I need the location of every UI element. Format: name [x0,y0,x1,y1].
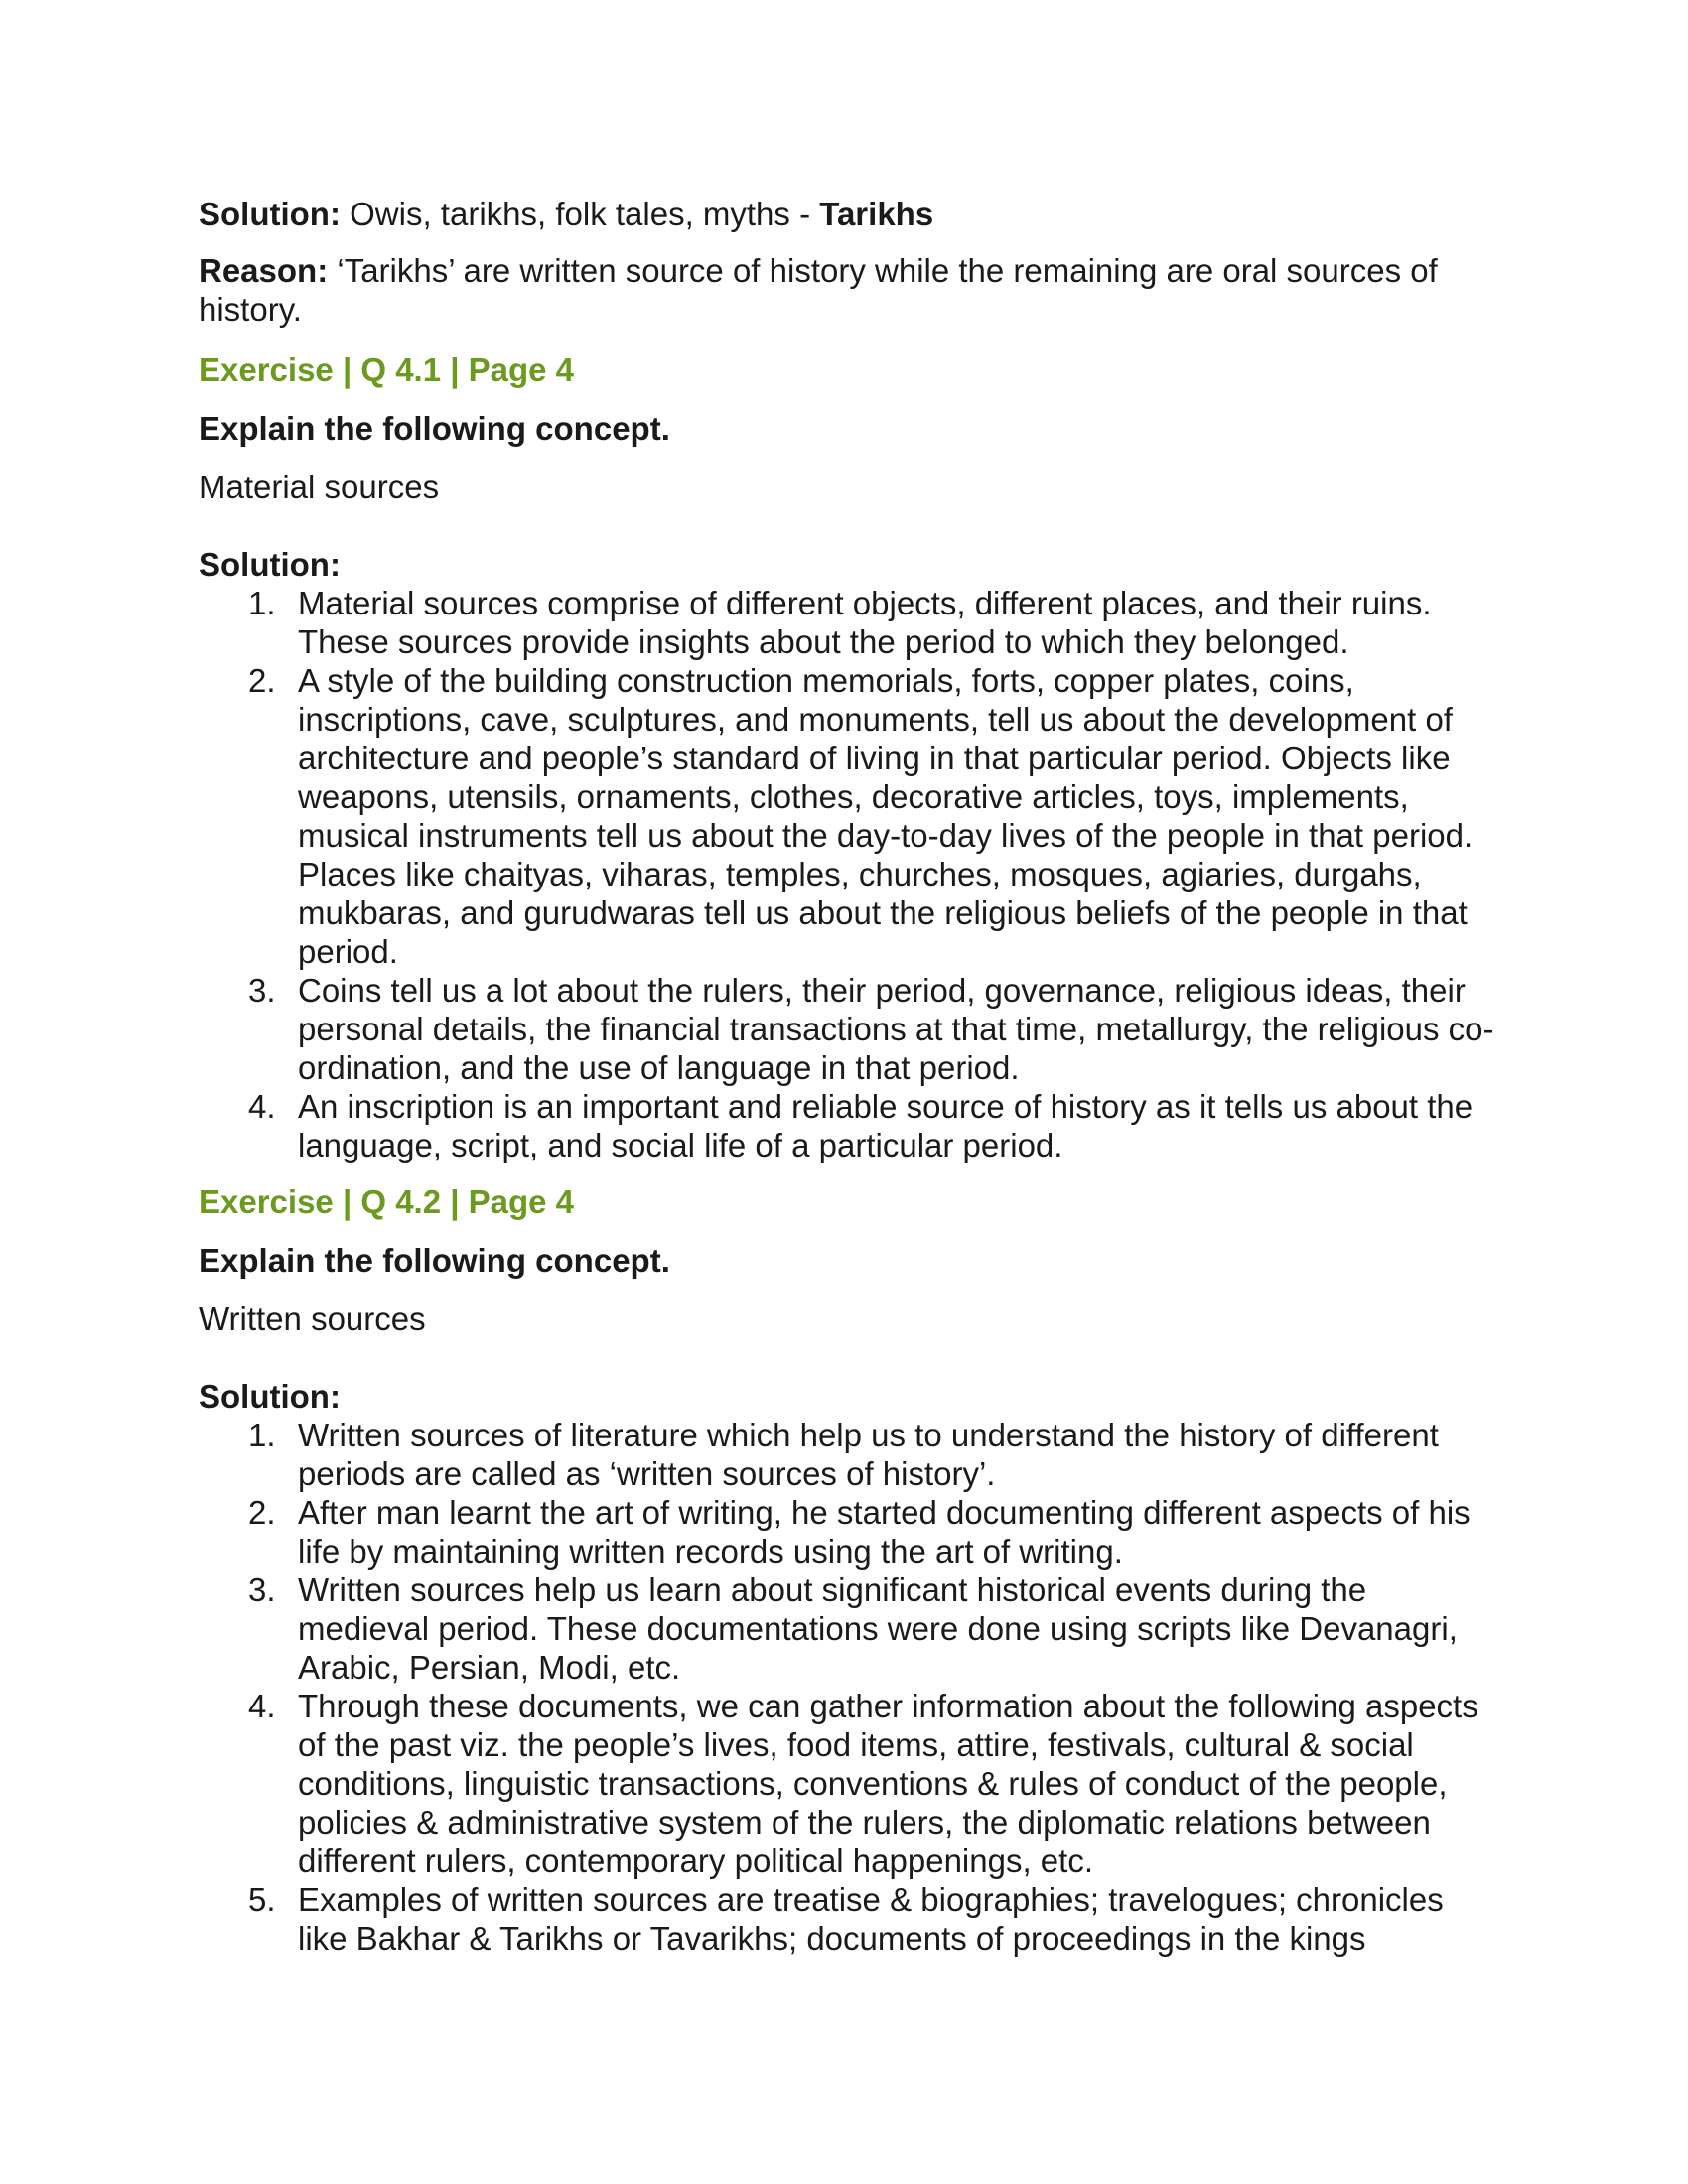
reason-label: Reason: [199,252,329,289]
list-text: After man learnt the art of writing, he started documenting different aspects of his life by maintaining written records using the art of writing. [298,1494,1471,1570]
list-item [199,661,1499,971]
question-prompt: Explain the following concept. [199,1242,670,1279]
list-number: 1. [248,585,276,621]
solution-heading: Solution: [199,1378,341,1415]
list-text: Written sources of literature which help us to understand the history of different periods are called as ‘written sources of history’. [298,1417,1439,1492]
list-text: A style of the building construction memorials, forts, copper plates, coins, inscriptions, cave, sculptures, and monuments, tell us about the development of architecture and people’s standard of living in that particular period. Objects like weapons, utensils, ornaments, clothes, decorative articles, toys, implements, musical instruments tell us about the day-to-day lives of the people in that period. Places like chaityas, viharas, temples, churches, mosques, agiaries, durgahs, mukbaras, and gurudwaras tell us about the religious beliefs of the people in that period. [298,662,1474,970]
solution-label: Solution: [199,196,341,232]
list-text: Examples of written sources are treatise & biographies; travelogues; chronicles like Bakhar & Tarikhs or Tavarikhs; documents of proceedings in the kings [298,1881,1444,1957]
solution-list [199,584,1499,1164]
document-page [199,195,1499,1958]
exercise-heading: Exercise | Q 4.2 | Page 4 [199,1183,575,1220]
list-item [199,971,1499,1087]
list-number: 2. [248,1494,276,1531]
exercise-heading: Exercise | Q 4.1 | Page 4 [199,351,575,388]
solution-list [199,1416,1499,1958]
question-topic: Written sources [199,1300,426,1337]
list-text: Written sources help us learn about significant historical events during the medieval period. These documentations were done using scripts like Devanagri, Arabic, Persian, Modi, etc. [298,1571,1458,1686]
list-number: 4. [248,1088,276,1125]
solution-text: Owis, tarikhs, folk tales, myths - [340,196,820,232]
list-number: 2. [248,662,276,699]
solution-heading: Solution: [199,546,341,583]
list-text: An inscription is an important and reliable source of history as it tells us about the language, script, and social life of a particular period. [298,1088,1474,1163]
list-item [199,1570,1499,1687]
list-text: Material sources comprise of different objects, different places, and their ruins. These sources provide insights about the period to which they belonged. [298,585,1432,660]
list-item [199,1493,1499,1570]
reason-text: ‘Tarikhs’ are written source of history while the remaining are oral sources of history. [199,252,1438,328]
list-number: 5. [248,1881,276,1918]
list-item [199,1687,1499,1880]
list-number: 3. [248,1571,276,1608]
list-number: 3. [248,972,276,1009]
list-text: Through these documents, we can gather information about the following aspects of the past viz. the people’s lives, food items, attire, festivals, cultural & social conditions, linguistic transactions, conventions & rules of conduct of the people, policies & administrative system of the rulers, the diplomatic relations between different rulers, contemporary political happenings, etc. [298,1688,1478,1879]
intro-solution [199,195,1499,233]
list-item [199,584,1499,661]
list-item [199,1416,1499,1493]
question-topic: Material sources [199,469,440,505]
intro-reason [199,251,1499,329]
list-number: 1. [248,1417,276,1453]
list-text: Coins tell us a lot about the rulers, their period, governance, religious ideas, their personal details, the financial transactions at that time, metallurgy, the religious co-ordination, and the use of language in that period. [298,972,1494,1086]
solution-answer: Tarikhs [819,196,934,232]
list-item [199,1087,1499,1164]
list-number: 4. [248,1688,276,1724]
question-prompt: Explain the following concept. [199,410,670,447]
list-item [199,1880,1499,1958]
